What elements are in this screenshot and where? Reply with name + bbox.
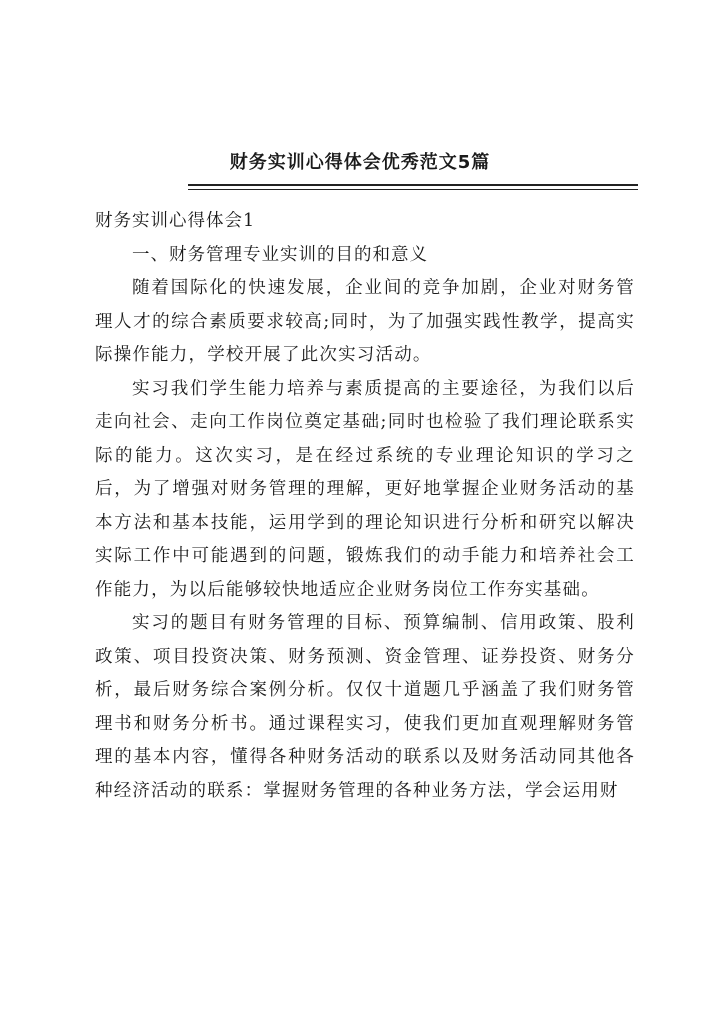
paragraph-1: 随着国际化的快速发展，企业间的竞争加剧，企业对财务管理人才的综合素质要求较高;同时，为了加强实践性教学，提高实际操作能力，学校开展了此次实习活动。 <box>95 278 635 365</box>
paragraph-3: 实习的题目有财务管理的目标、预算编制、信用政策、股利政策、项目投资决策、财务预测、资金管理、证券投资、财务分析，最后财务综合案例分析。仅仅十道题几乎涵盖了我们财务管理书和财务分析书。通过课程实习，使我们更加直观理解财务管理的基本内容，懂得各种财务活动的联系以及财务活动同其他各种经济活动的联系：掌握财务管理的各种业务方法，学会运用财 <box>95 613 635 801</box>
section-heading: 一、财务管理专业实训的目的和意义 <box>132 244 428 265</box>
title-rule-thick <box>188 184 638 186</box>
document-title: 财务实训心得体会优秀范文5篇 <box>229 152 491 173</box>
title-rule-thin <box>188 189 638 190</box>
article-subtitle: 财务实训心得体会1 <box>95 211 256 231</box>
document-body <box>95 205 635 808</box>
paragraph-2: 实习我们学生能力培养与素质提高的主要途径，为我们以后走向社会、走向工作岗位奠定基础;同时也检验了我们理论联系实际的能力。这次实习，是在经过系统的专业理论知识的学习之后，为了增强对财务管理的理解，更好地掌握企业财务活动的基本方法和基本技能，运用学到的理论知识进行分析和研究以解决实际工作中可能遇到的问题，锻炼我们的动手能力和培养社会工作能力，为以后能够较快地适应企业财务岗位工作夯实基础。 <box>95 378 635 600</box>
